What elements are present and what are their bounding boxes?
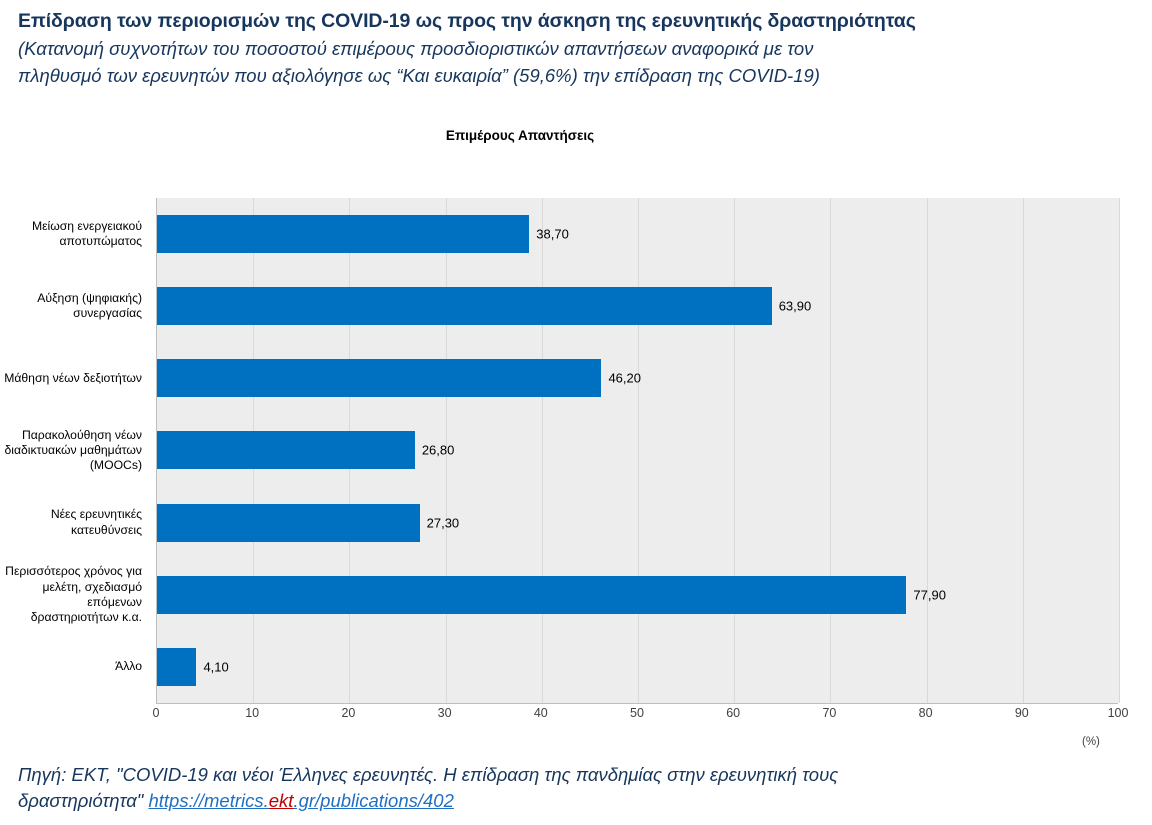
source-link[interactable] xyxy=(148,790,453,811)
bar[interactable] xyxy=(157,359,601,397)
bar-value-label: 63,90 xyxy=(778,298,812,314)
bar-row xyxy=(157,342,1119,414)
x-axis-line xyxy=(156,703,1118,704)
y-axis-label: Άλλο xyxy=(115,659,142,674)
x-axis-tick-label: 100 xyxy=(1107,706,1129,720)
plot-area xyxy=(156,198,1119,703)
bar-row xyxy=(157,270,1119,342)
source-link-part2: .gr/publications/402 xyxy=(293,790,454,812)
y-axis-label-row xyxy=(0,559,148,631)
bar[interactable] xyxy=(157,215,529,253)
y-axis-label-row xyxy=(0,342,148,414)
y-axis-label-row xyxy=(0,270,148,342)
bar[interactable] xyxy=(157,287,772,325)
page-subtitle-line2: πληθυσμό των ερευνητών που αξιολόγησε ως “Και ευκαιρία” (59,6%) την επίδραση της COVID-19) xyxy=(18,64,820,86)
bar-value-label: 38,70 xyxy=(536,226,569,242)
bar[interactable] xyxy=(157,431,415,469)
y-axis-label: Αύξηση (ψηφιακής) συνεργασίας xyxy=(37,290,142,321)
x-axis-tick-label: 80 xyxy=(918,706,933,720)
bar-row xyxy=(157,414,1119,486)
x-axis-tick-label: 60 xyxy=(726,706,741,720)
source-note xyxy=(18,762,1128,815)
bar-row xyxy=(157,559,1119,631)
x-axis-tick-label: 70 xyxy=(822,706,837,720)
y-axis-label: Νέες ερευνητικές κατευθύνσεις xyxy=(50,507,142,537)
y-axis-label-row xyxy=(0,487,148,559)
title-block xyxy=(18,8,1128,89)
x-axis-tick-label: 30 xyxy=(437,706,452,720)
bar[interactable] xyxy=(157,648,196,686)
bar-value-label: 26,80 xyxy=(421,442,455,458)
chart-container xyxy=(0,120,1152,760)
page-subtitle xyxy=(18,36,1128,89)
y-axis-label-row xyxy=(0,631,148,703)
x-axis-tick-label: 40 xyxy=(533,706,548,720)
x-axis-unit: (%) xyxy=(1082,736,1100,748)
x-axis-tick-label: 90 xyxy=(1014,706,1029,720)
bar-value-label: 4,10 xyxy=(203,659,229,675)
x-axis-tick-label: 50 xyxy=(630,706,644,720)
source-text-cont: δραστηριότητα" xyxy=(18,790,149,812)
y-axis-label: Παρακολούθηση νέων διαδικτυακών μαθημάτων (MOOCs) xyxy=(4,427,142,473)
bar-value-label: 77,90 xyxy=(913,587,946,603)
y-axis-labels xyxy=(0,198,148,703)
y-axis-label: Μάθηση νέων δεξιοτήτων xyxy=(4,370,142,385)
y-axis-label-row xyxy=(0,198,148,270)
bar[interactable] xyxy=(157,504,420,542)
page-title: Επίδραση των περιορισμών της COVID-19 ως προς την άσκηση της ερευνητικής δραστηριότητας xyxy=(18,10,916,32)
bar-row xyxy=(157,631,1119,703)
source-link-ekt: ekt xyxy=(268,790,294,812)
x-axis-tick-label: 20 xyxy=(341,706,356,720)
x-axis-tick-label: 10 xyxy=(245,706,260,720)
bar-value-label: 27,30 xyxy=(426,515,460,531)
source-link-part1: https://metrics. xyxy=(148,790,269,812)
y-axis-label: Περισσότερος χρόνος για μελέτη, σχεδιασμό επόμενων δραστηριοτήτων κ.α. xyxy=(5,564,142,625)
source-text: Πηγή: ΕΚΤ, "COVID-19 και νέοι Έλληνες ερευνητές. Η επίδραση της πανδημίας στην ερευνητική τους xyxy=(18,764,839,785)
x-axis-ticks xyxy=(152,706,1129,726)
bar-rows xyxy=(157,198,1119,703)
y-axis-label-row xyxy=(0,414,148,486)
chart-title: Επιμέρους Απαντήσεις xyxy=(445,128,595,143)
bar-row xyxy=(157,198,1119,270)
bar-value-label: 46,20 xyxy=(608,370,641,386)
bar[interactable] xyxy=(157,576,906,614)
page-subtitle-line1: (Κατανομή συχνοτήτων του ποσοστού επιμέρους προσδιοριστικών απαντήσεων αναφορικά με τον xyxy=(18,38,814,60)
y-axis-label: Μείωση ενεργειακού αποτυπώματος xyxy=(31,218,142,249)
x-axis-tick-label: 0 xyxy=(152,706,160,720)
gridline xyxy=(1119,198,1120,703)
bar-row xyxy=(157,487,1119,559)
